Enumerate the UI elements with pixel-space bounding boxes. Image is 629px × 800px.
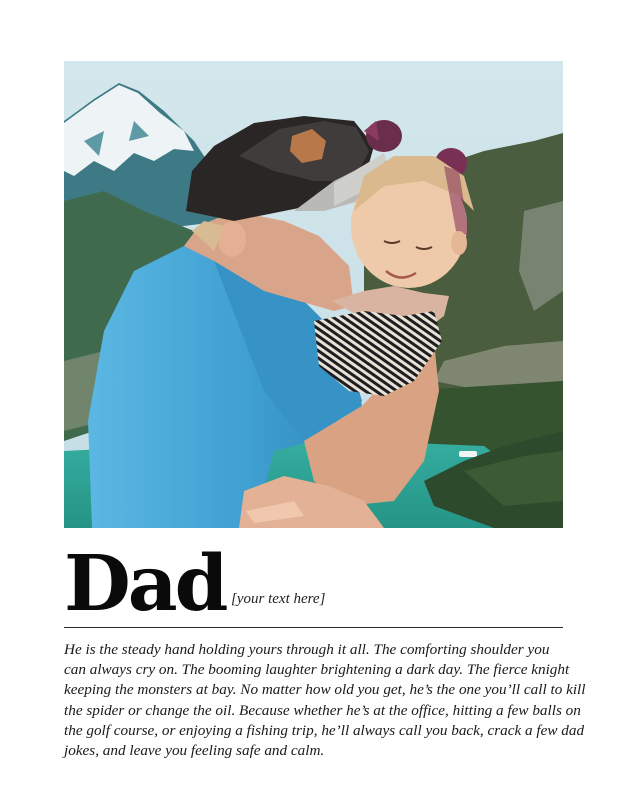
heading-row bbox=[64, 539, 563, 629]
body-line: keeping the monsters at bay. No matter how old you get, he’s the one you’ll call to kill bbox=[64, 681, 586, 699]
family-photo bbox=[64, 61, 563, 528]
body-line: can always cry on. The booming laughter brightening a dark day. The fierce knight bbox=[64, 661, 570, 679]
body-line: the spider or change the oil. Because whether he’s at the office, hitting a few balls on bbox=[64, 701, 581, 719]
body-line: the golf course, or enjoying a fishing trip, he’ll always call you back, crack a few dad bbox=[64, 721, 585, 739]
body-line: jokes, and leave you feeling safe and calm. bbox=[64, 742, 325, 760]
divider-line bbox=[64, 627, 563, 628]
body-line: He is the steady hand holding yours through it all. The comforting shoulder you bbox=[64, 641, 550, 658]
title-dad: Dad bbox=[64, 539, 226, 629]
photo-illustration bbox=[64, 61, 563, 528]
body-paragraph bbox=[64, 640, 586, 761]
subtitle-placeholder: [your text here] bbox=[231, 591, 326, 607]
